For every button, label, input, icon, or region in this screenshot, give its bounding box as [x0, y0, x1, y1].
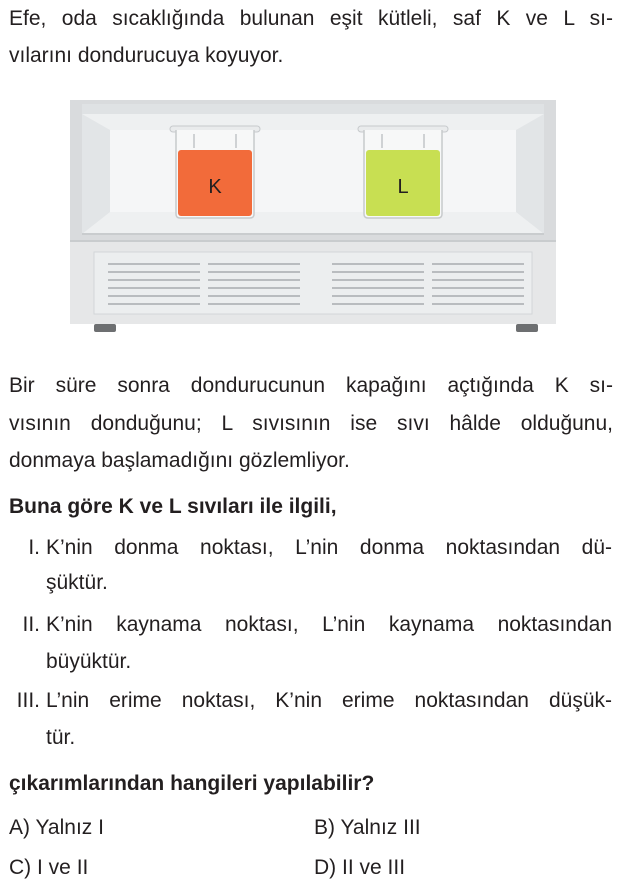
option-letter: A): [9, 816, 30, 839]
option-d[interactable]: [314, 857, 405, 878]
statement-numeral: I.: [28, 536, 40, 559]
beaker-k: [170, 126, 260, 218]
freezer-foot-right: [516, 324, 538, 332]
option-a[interactable]: [9, 817, 104, 838]
intro-text-line-2: vılarını dondurucuya koyuyor.: [9, 44, 284, 67]
option-text: II ve III: [342, 856, 406, 879]
question-prompt: Buna göre K ve L sıvıları ile ilgili,: [9, 495, 337, 518]
observation-line-3: donmaya başlamadığını gözlemliyor.: [9, 449, 350, 472]
option-text: Yalnız III: [340, 816, 421, 839]
intro-text-line-1: Efe, oda sıcaklığında bulunan eşit kütleli, saf K ve L sı-: [9, 7, 613, 30]
beaker-l: [358, 126, 448, 218]
question-conclusion: çıkarımlarından hangileri yapılabilir?: [9, 772, 375, 795]
option-letter: D): [314, 856, 337, 879]
statement-text: şüktür.: [46, 571, 108, 594]
observation-line-2: vısının donduğunu; L sıvısının ise sıvı hâlde olduğunu,: [9, 412, 613, 435]
option-letter: B): [314, 816, 335, 839]
beaker-k-label: K: [208, 176, 222, 198]
option-text: I ve II: [37, 856, 89, 879]
statement-numeral: III.: [16, 689, 40, 712]
option-letter: C): [9, 856, 32, 879]
observation-line-1: Bir süre sonra dondurucunun kapağını açtığında K sı-: [9, 374, 613, 397]
option-b[interactable]: [314, 817, 421, 838]
statement-text: K’nin kaynama noktası, L’nin kaynama noktasından: [46, 613, 612, 636]
option-c[interactable]: [9, 857, 88, 878]
statement-numeral: II.: [22, 613, 40, 636]
statement-text: büyüktür.: [46, 650, 132, 673]
beaker-l-label: L: [397, 176, 409, 198]
freezer-illustration: [70, 100, 556, 334]
freezer-foot-left: [94, 324, 116, 332]
statement-text: K’nin donma noktası, L’nin donma noktasından dü-: [46, 536, 612, 559]
statement-text: L’nin erime noktası, K’nin erime noktasından düşük-: [46, 689, 612, 712]
option-text: Yalnız I: [35, 816, 104, 839]
statement-text: tür.: [46, 726, 76, 749]
